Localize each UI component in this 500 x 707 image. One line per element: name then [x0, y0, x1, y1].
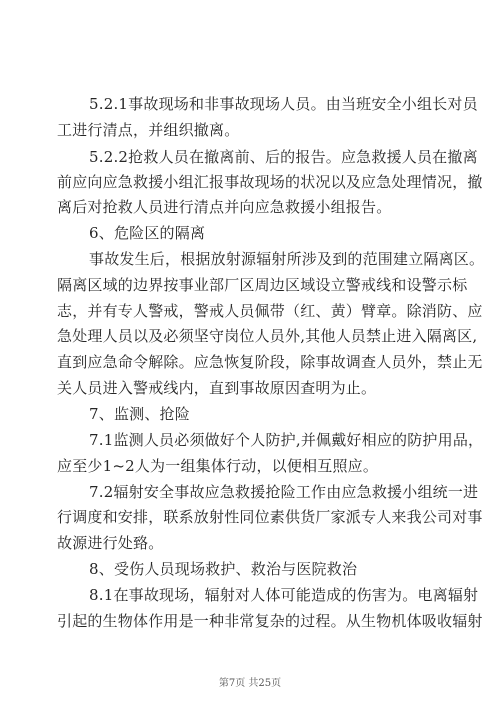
text-line: 前应向应急救援小组汇报事故现场的状况以及应急处理情况，撤 [57, 173, 483, 191]
text-line: 8.1在事故现场，辐射对人体可能造成的伤害为。电离辐射 [89, 586, 479, 604]
text-line: 应至少1~2人为一组集体行动，以便相互照应。 [57, 457, 379, 475]
page-footer: 第7页 共25页 [218, 678, 282, 689]
text-line: 5.2.2抢救人员在撤离前、后的报告。应急救援人员在撤离 [89, 148, 478, 166]
section-heading: 8、受伤人员现场救护、救治与医院救治 [89, 560, 358, 578]
text-line: 直到应急命令解除。应急恢复阶段，除事故调查人员外，禁止无 [57, 353, 483, 371]
text-line: 引起的生物体作用是一种非常复杂的过程。从生物机体吸收辐射 [57, 612, 483, 630]
text-line: 7.1监测人员必须做好个人防护,并佩戴好相应的防护用品， [89, 431, 484, 449]
text-line: 故源进行处臵。 [57, 534, 164, 552]
section-heading: 7、监测、抢险 [89, 405, 190, 423]
text-line: 事故发生后，根据放射源辐射所涉及到的范围建立隔离区。 [89, 250, 485, 268]
section-heading: 6、危险区的隔离 [89, 224, 206, 242]
text-line: 关人员进入警戒线内，直到事故原因查明为止。 [57, 379, 377, 397]
text-line: 5.2.1事故现场和非事故现场人员。由当班安全小组长对员 [89, 95, 478, 113]
text-line: 7.2辐射安全事故应急救援抢险工作由应急救援小组统一进 [89, 483, 479, 501]
text-line: 隔离区域的边界按事业部厂区周边区域设立警戒线和设警示标 [57, 276, 468, 294]
text-line: 急处理人员以及必须坚守岗位人员外,其他人员禁止进入隔离区, [57, 327, 478, 345]
text-line: 工进行清点，并组织撤离。 [57, 121, 240, 139]
text-line: 志，并有专人警戒，警戒人员佩带（红、黄）臂章。除消防、应 [57, 302, 483, 320]
text-line: 离后对抢救人员进行清点并向应急救援小组报告。 [57, 198, 392, 216]
text-line: 行调度和安排，联系放射性同位素供货厂家派专人来我公司对事 [57, 508, 483, 526]
